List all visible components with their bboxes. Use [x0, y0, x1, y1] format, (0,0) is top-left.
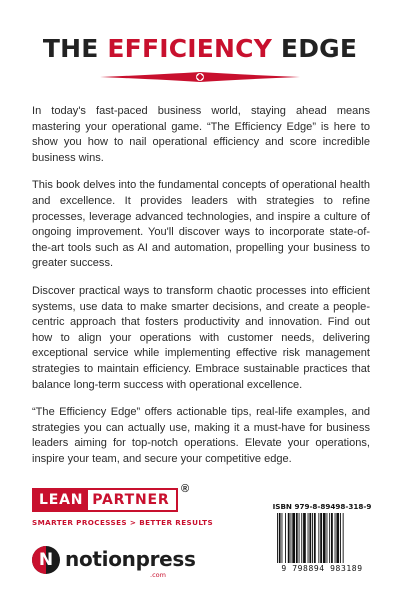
- registered-mark: ®: [181, 483, 190, 495]
- isbn-label: ISBN 979-8-89498-318-9: [272, 502, 372, 511]
- isbn-barcode-block: [272, 502, 372, 578]
- barcode-icon: [276, 513, 368, 563]
- lean-partner-tagline: SMARTER PROCESSES > BETTER RESULTS: [32, 518, 214, 527]
- book-description: [32, 104, 370, 479]
- description-paragraph: In today's fast-paced business world, staying ahead means mastering your operational game. “The Efficiency Edge” is here to show you how to nail operational efficiency and score incredible business wins.: [32, 105, 370, 164]
- ornament-divider: [100, 69, 300, 85]
- notionpress-logo-icon: [32, 546, 60, 574]
- barcode-number: 9 798894 983189: [281, 564, 363, 573]
- partner-word: PARTNER: [92, 492, 170, 508]
- description-paragraph: Discover practical ways to transform chaotic processes into efficient systems, use data to make smarter decisions, and create a people-centric approach that fosters productivity and innovation. Find out how to align your operations with customer needs, delivering exceptional service while implementing effective risk management strategies to maintain efficiency. Embrace sustainable practices that balance long-term success with operational excellence.: [32, 284, 370, 391]
- book-title: [0, 34, 400, 64]
- notionpress-letter: N: [38, 550, 54, 570]
- title-the: THE: [42, 34, 108, 63]
- lean-word: LEAN: [34, 490, 88, 510]
- description-paragraph: This book delves into the fundamental concepts of operational health and excellence. It provides leaders with strategies to refine processes, leverage advanced technologies, and inspire a culture of ongoing improvement. You'll discover ways to incorporate state-of-the-art tools such as AI and automation, propelling your business to greater success.: [32, 179, 370, 270]
- notionpress-domain: .com: [150, 571, 166, 579]
- lean-partner-wordmark: [32, 488, 178, 512]
- description-paragraph: “The Efficiency Edge” offers actionable tips, real-life examples, and strategies you can actually use, making it a must-have for business leaders aiming for top-notch operations. Elevate your operations, inspire your team, and secure your competitive edge.: [32, 406, 370, 465]
- notionpress-wordmark: notionpress: [65, 547, 196, 571]
- title-edge: EDGE: [272, 34, 358, 63]
- title-efficiency: EFFICIENCY: [107, 34, 273, 63]
